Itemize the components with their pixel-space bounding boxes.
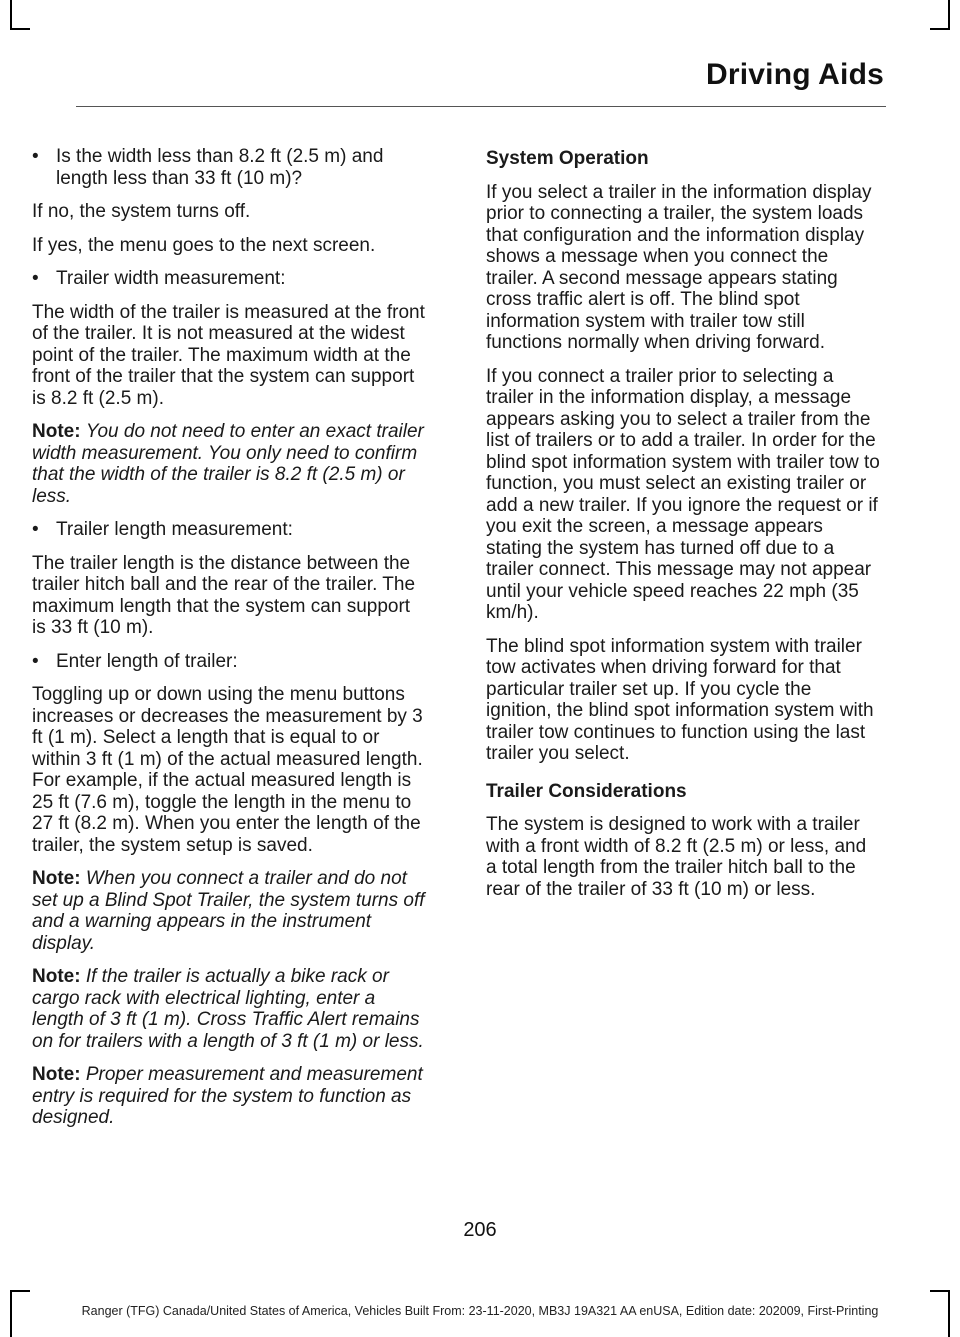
note-label: Note: — [32, 966, 81, 987]
bullet-item — [32, 146, 426, 189]
crop-mark-bottom-left-horizontal — [10, 1290, 30, 1292]
paragraph: If no, the system turns off. — [32, 201, 251, 222]
bullet-item — [32, 268, 426, 290]
paragraph: Toggling up or down using the menu buttons increases or decreases the measurement by 3 ft (1 m). Select a length that is equal to or within 3 ft (1 m) of the actual measured length. For example, if the actual measured length is 25 ft (7.6 m), toggle the length in the menu to 27 ft (8.2 m). When you enter the length of the trailer, the system setup is saved. — [32, 684, 423, 856]
note — [32, 1064, 426, 1129]
header-divider — [76, 106, 886, 107]
bullet-text: Enter length of trailer: — [56, 650, 238, 672]
bullet-icon: • — [32, 268, 39, 289]
bullet-icon: • — [32, 650, 39, 672]
note-text: Proper measurement and measurement entry is required for the system to function as designed. — [32, 1064, 423, 1128]
paragraph: If you select a trailer in the information display prior to connecting a trailer, the system loads that configuration and the information display shows a message when you connect the trailer. A second message appears stating cross traffic alert is off. The blind spot information system with trailer tow still functions normally when driving forward. — [486, 181, 872, 353]
note — [32, 966, 426, 1052]
bullet-icon: • — [32, 146, 39, 167]
crop-mark-top-right-horizontal — [930, 28, 950, 30]
note-text: When you connect a trailer and do not set up a Blind Spot Trailer, the system turns off and a warning appears in the instrument display. — [32, 868, 425, 954]
right-column — [486, 146, 880, 912]
bullet-text: Is the width less than 8.2 ft (2.5 m) and length less than 33 ft (10 m)? — [56, 146, 384, 189]
paragraph: The trailer length is the distance between the trailer hitch ball and the rear of the trailer. The maximum length that the system can support is 33 ft (10 m). — [32, 552, 416, 638]
bullet-item — [32, 651, 426, 673]
left-column — [32, 146, 426, 1141]
note-label: Note: — [32, 421, 81, 442]
note-label: Note: — [32, 1064, 81, 1085]
note — [32, 421, 426, 507]
subheading-system-operation: System Operation — [486, 148, 649, 169]
footer-edition-info: Ranger (TFG) Canada/United States of America, Vehicles Built From: 23-11-2020, MB3J 19A321 AA enUSA, Edition date: 202009, First-Printing — [81, 1304, 879, 1318]
subheading-trailer-considerations: Trailer Considerations — [486, 780, 687, 802]
paragraph: The blind spot information system with trailer tow activates when driving forward for that particular trailer set up. If you cycle the ignition, the blind spot information system with trailer tow continues to function using the last trailer you select. — [486, 635, 874, 764]
paragraph: The width of the trailer is measured at the front of the trailer. It is not measured at the widest point of the trailer. The maximum width at the front of the trailer that the system can support is 8.2 ft (2.5 m). — [32, 301, 425, 409]
bullet-text: Trailer length measurement: — [56, 519, 293, 540]
paragraph: If yes, the menu goes to the next screen. — [32, 234, 376, 256]
paragraph: If you connect a trailer prior to selecting a trailer in the information display, a message appears asking you to select a trailer from the list of trailers or to add a trailer. In order for the blind spot information system with trailer tow to function, you must select an existing trailer or add a new trailer. If you ignore the request or if you exit the screen, a message appears stating the system has turned off due to a trailer connect. This message may not appear until your vehicle speed reaches 22 mph (35 km/h). — [486, 365, 880, 623]
note-label: Note: — [32, 868, 81, 889]
page-number: 206 — [463, 1219, 497, 1241]
crop-mark-bottom-right-horizontal — [930, 1290, 950, 1292]
paragraph: The system is designed to work with a trailer with a front width of 8.2 ft (2.5 m) or less, and a total length from the trailer hitch ball to the rear of the trailer of 33 ft (10 m) or less. — [486, 814, 867, 900]
note — [32, 868, 426, 954]
bullet-item — [32, 519, 426, 541]
bullet-icon: • — [32, 519, 39, 540]
crop-mark-top-left-horizontal — [10, 28, 30, 30]
section-title: Driving Aids — [706, 58, 884, 91]
crop-mark-top-left-vertical — [10, 0, 12, 30]
note-text: If the trailer is actually a bike rack or cargo rack with electrical lighting, enter a length of 3 ft (1 m). Cross Traffic Alert remains on for trailers with a length of 3 ft (1 m) or less. — [32, 966, 424, 1052]
crop-mark-top-right-vertical — [948, 0, 950, 30]
bullet-text: Trailer width measurement: — [56, 268, 286, 289]
note-text: You do not need to enter an exact trailer width measurement. You only need to confirm that the width of the trailer is 8.2 ft (2.5 m) or less. — [32, 421, 424, 507]
